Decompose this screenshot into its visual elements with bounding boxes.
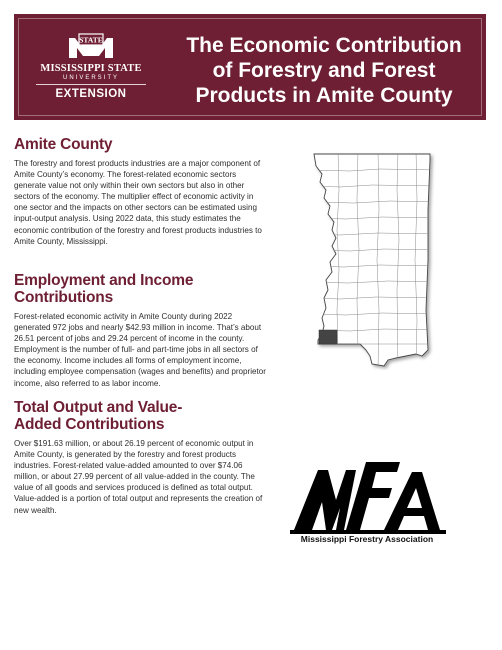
mississippi-county-map (310, 150, 438, 370)
logo-university-name: MISSISSIPPI STATE (40, 63, 142, 74)
heading-line: Total Output and Value- (14, 399, 183, 416)
section-body: Forest-related economic activity in Amite County during 2022 generated 972 jobs and nearly $42.93 million in income. That’s about 26.51 percent of jobs and 29.24 percent of income in the county. Employment is the number of full- and part-time jobs in all sectors of the economy. Income includes all forms of employment income, including employee compensation (wages and benefits) and proprietor income, also referred to as labor income. (14, 312, 266, 388)
page-title (174, 33, 474, 108)
title-line: of Forestry and Forest (212, 59, 436, 82)
heading-line: Added Contributions (14, 416, 165, 433)
msu-seal-icon (65, 32, 117, 60)
mfa-logo-letter-m (294, 470, 356, 530)
section-output-value-added (14, 399, 266, 516)
mfa-logo-letter-a (384, 472, 440, 530)
logo-university-subname: UNIVERSITY (62, 75, 119, 81)
header-banner (14, 14, 486, 120)
msu-extension-logo (32, 32, 150, 100)
seal-text: STATE (79, 35, 103, 45)
section-body: Over $191.63 million, or about 26.19 percent of economic output in Amite County, is generated by the forestry and forest products industries. Forest-related value-added amounted to over $74.06 million, or about 27.99 percent of all value-added in the county. The value of all goods and services produced is defined as total output. Value-added is a portion of total output and represents the creation of new wealth. (14, 439, 263, 515)
logo-extension-label: EXTENSION (55, 88, 127, 100)
mfa-logo-caption: Mississippi Forestry Association (300, 534, 434, 544)
mfa-logo (288, 458, 448, 538)
section-employment-income (14, 272, 266, 389)
section-heading: Employment and Income Contributions (14, 272, 194, 306)
title-line: Products in Amite County (195, 84, 453, 107)
section-body: The forestry and forest products industries are a major component of Amite County’s economy. The forest-related economic sectors generate value not only within their own sectors but also in other sectors of the economy. The multiplier effect of economic activity in one sector and the impacts on other sectors can be estimated using input-output analysis. Using 2022 data, this study estimates the economic contribution of the forestry and forest products industries to Amite County, Mississippi. (14, 159, 262, 246)
logo-divider (36, 84, 146, 85)
section-heading: Amite County (14, 136, 113, 153)
amite-county-highlight (319, 330, 337, 344)
section-heading (14, 399, 266, 433)
title-line: The Economic Contribution (186, 34, 462, 57)
section-amite-county (14, 136, 266, 247)
